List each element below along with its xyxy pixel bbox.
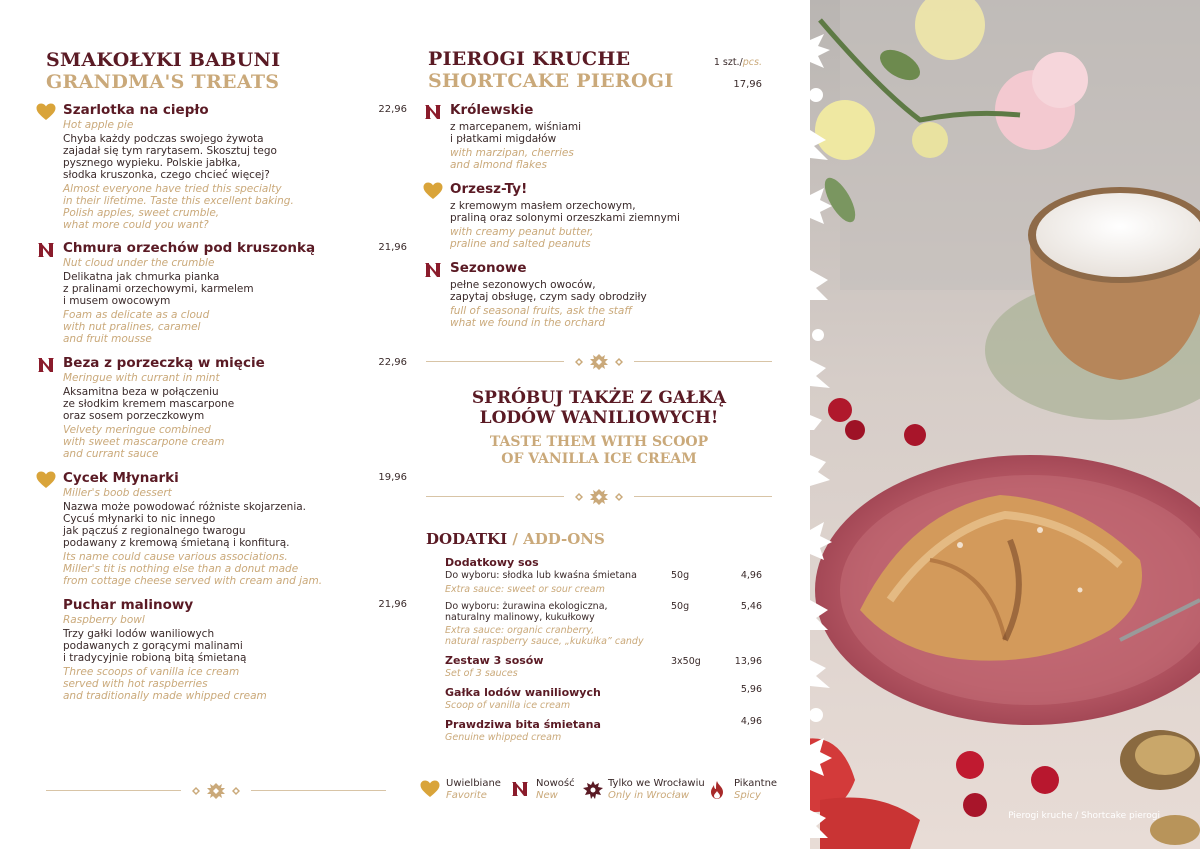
- section-price: 17,96: [733, 79, 762, 90]
- item-name-en: Nut cloud under the crumble: [63, 257, 215, 269]
- ornament-divider: [426, 353, 772, 371]
- new-icon: [36, 356, 56, 374]
- addon-price: 4,96: [740, 570, 762, 581]
- addon-price: 5,96: [740, 684, 762, 695]
- item-price: 21,96: [378, 242, 407, 253]
- item-description-pl: z kremowym masłem orzechowym, praliną oraz solonymi orzeszkami ziemnymi: [450, 200, 680, 224]
- item-name: Cycek Młynarki: [63, 470, 179, 486]
- pierogi-photo-illustration: [800, 0, 1200, 849]
- addon-quantity: 3x50g: [671, 656, 701, 667]
- item-description-pl: pełne sezonowych owoców, zapytaj obsługę, czym sady obrodziły: [450, 279, 647, 303]
- addon-name: Dodatkowy sos: [445, 556, 539, 569]
- unit-label: 1 szt./pcs.: [713, 57, 762, 68]
- dessert-photo: [800, 0, 1200, 849]
- wroclaw-icon: [582, 780, 604, 800]
- item-price: 21,96: [378, 599, 407, 610]
- item-name: Szarlotka na ciepło: [63, 102, 209, 118]
- addon-price: 5,46: [740, 601, 762, 612]
- folk-ornament-icon: [569, 353, 629, 371]
- menu-item: [423, 181, 790, 250]
- section-title-pl: PIEROGI KRUCHE: [428, 48, 631, 70]
- addon-quantity: 50g: [671, 570, 690, 581]
- promo-line-pl-2: LODÓW WANILIOWYCH!: [479, 408, 719, 428]
- menu-item: [36, 240, 407, 345]
- addon-item: [445, 718, 772, 743]
- folk-ornament-icon: [569, 488, 629, 506]
- addon-name: Prawdziwa bita śmietana: [445, 718, 601, 731]
- item-name-en: Miller's boob dessert: [63, 487, 172, 499]
- addon-description-en: Set of 3 sauces: [445, 668, 518, 679]
- addon-description-en: Genuine whipped cream: [445, 732, 562, 743]
- section-title-en: GRANDMA'S TREATS: [46, 71, 280, 93]
- item-description-pl: Aksamitna beza w połączeniu ze słodkim kremem mascarpone oraz sosem porzeczkowym: [63, 386, 235, 422]
- addon-name: Zestaw 3 sosów: [445, 654, 544, 667]
- addon-item: [445, 686, 772, 711]
- new-icon: [423, 261, 443, 279]
- item-description-en: Almost everyone have tried this specialty in their lifetime. Taste this excellent baking. Polish apples, sweet crumble, what more could you want?: [63, 183, 294, 231]
- folk-border-ornament: [800, 0, 834, 849]
- item-description-en: full of seasonal fruits, ask the staff what we found in the orchard: [450, 305, 632, 329]
- item-description-pl: z marcepanem, wiśniami i płatkami migdałów: [450, 121, 582, 145]
- section-title-en: SHORTCAKE PIEROGI: [428, 70, 674, 92]
- folk-ornament-icon: [186, 782, 246, 800]
- promo-line-en-2: OF VANILLA ICE CREAM: [501, 451, 697, 467]
- item-name: Beza z porzeczką w mięcie: [63, 355, 265, 371]
- heart-icon: [36, 103, 56, 121]
- menu-item: [36, 597, 407, 702]
- promo-line-pl-1: SPRÓBUJ TAKŻE Z GAŁKĄ: [471, 388, 727, 408]
- addons-section: [426, 530, 772, 743]
- menu-item: [36, 355, 407, 460]
- new-icon: [423, 103, 443, 121]
- item-price: 22,96: [378, 357, 407, 368]
- item-description-en: with creamy peanut butter, praline and salted peanuts: [450, 226, 594, 250]
- menu-item: [423, 260, 790, 329]
- heart-icon: [420, 780, 440, 798]
- section-title-pl: SMAKOŁYKI BABUNI: [46, 49, 281, 71]
- addon-price: 13,96: [734, 656, 762, 667]
- ornament-divider: [46, 782, 386, 800]
- addon-item: [445, 556, 772, 595]
- addon-price: 4,96: [740, 716, 762, 727]
- menu-item: [423, 102, 790, 171]
- addon-quantity: 50g: [671, 601, 690, 612]
- addon-description-en: Scoop of vanilla ice cream: [445, 700, 571, 711]
- promo-line-en-1: TASTE THEM WITH SCOOP: [489, 434, 709, 450]
- heart-icon: [423, 182, 443, 200]
- flame-icon: [708, 780, 726, 800]
- item-name-en: Raspberry bowl: [63, 614, 145, 626]
- addon-description-en: Extra sauce: sweet or sour cream: [445, 584, 605, 595]
- item-name: Orzesz-Ty!: [450, 181, 528, 197]
- addon-description: Do wyboru: żurawina ekologiczna, naturalny malinowy, kukułkowy: [445, 601, 608, 623]
- item-name: Chmura orzechów pod kruszonką: [63, 240, 316, 256]
- item-price: 22,96: [378, 104, 407, 115]
- item-description-en: with marzipan, cherries and almond flakes: [450, 147, 574, 171]
- new-icon: [36, 241, 56, 259]
- photo-caption: Pierogi kruche / Shortcake pierogi: [1008, 811, 1160, 821]
- addon-name: Gałka lodów waniliowych: [445, 686, 601, 699]
- item-name: Królewskie: [450, 102, 534, 118]
- ornament-divider: [426, 488, 772, 506]
- item-description-en: Three scoops of vanilla ice cream served with hot raspberries and traditionally made whipped cream: [63, 666, 267, 702]
- item-name-en: Hot apple pie: [63, 119, 134, 131]
- new-icon: [510, 780, 530, 798]
- item-description-en: Foam as delicate as a cloud with nut pralines, caramel and fruit mousse: [63, 309, 210, 345]
- item-description-en: Velvety meringue combined with sweet mascarpone cream and currant sauce: [63, 424, 225, 460]
- menu-item: [36, 470, 407, 587]
- menu-item: [36, 102, 407, 231]
- addon-item: [445, 654, 772, 679]
- ice-cream-promo: [426, 388, 772, 468]
- addon-description-en: Extra sauce: organic cranberry, natural raspberry sauce, „kukułka” candy: [445, 625, 644, 647]
- item-name-en: Meringue with currant in mint: [63, 372, 220, 384]
- icon-legend: Uwielbiane Favorite Nowość New Tylko we Wrocławiu Only in Wrocław Pikantne Spicy: [420, 778, 790, 808]
- item-name: Sezonowe: [450, 260, 527, 276]
- item-price: 19,96: [378, 472, 407, 483]
- item-name: Puchar malinowy: [63, 597, 194, 613]
- item-description-pl: Chyba każdy podczas swojego żywota zajadał się tym rarytasem. Skosztuj tego pysznego wypieku. Polskie jabłka, słodka kruszonka, czego chcieć więcej?: [63, 133, 277, 181]
- item-description-pl: Nazwa może powodować różniste skojarzenia. Cycuś młynarki to nic innego jak pączuś z regionalnego twarogu podawany z kremową śmietaną i konfiturą.: [63, 501, 307, 549]
- item-description-pl: Delikatna jak chmurka pianka z pralinami orzechowymi, karmelem i musem owocowym: [63, 271, 254, 307]
- item-description-pl: Trzy gałki lodów waniliowych podawanych z gorącymi malinami i tradycyjnie robioną bitą śmietaną: [63, 628, 247, 664]
- addon-description: Do wyboru: słodka lub kwaśna śmietana: [445, 570, 637, 581]
- heart-icon: [36, 471, 56, 489]
- item-description-en: Its name could cause various associations. Miller's tit is nothing else than a donut made from cottage cheese served with cream and jam.: [63, 551, 323, 587]
- addon-item: [445, 601, 772, 647]
- addons-title: DODATKI / ADD-ONS: [426, 530, 605, 548]
